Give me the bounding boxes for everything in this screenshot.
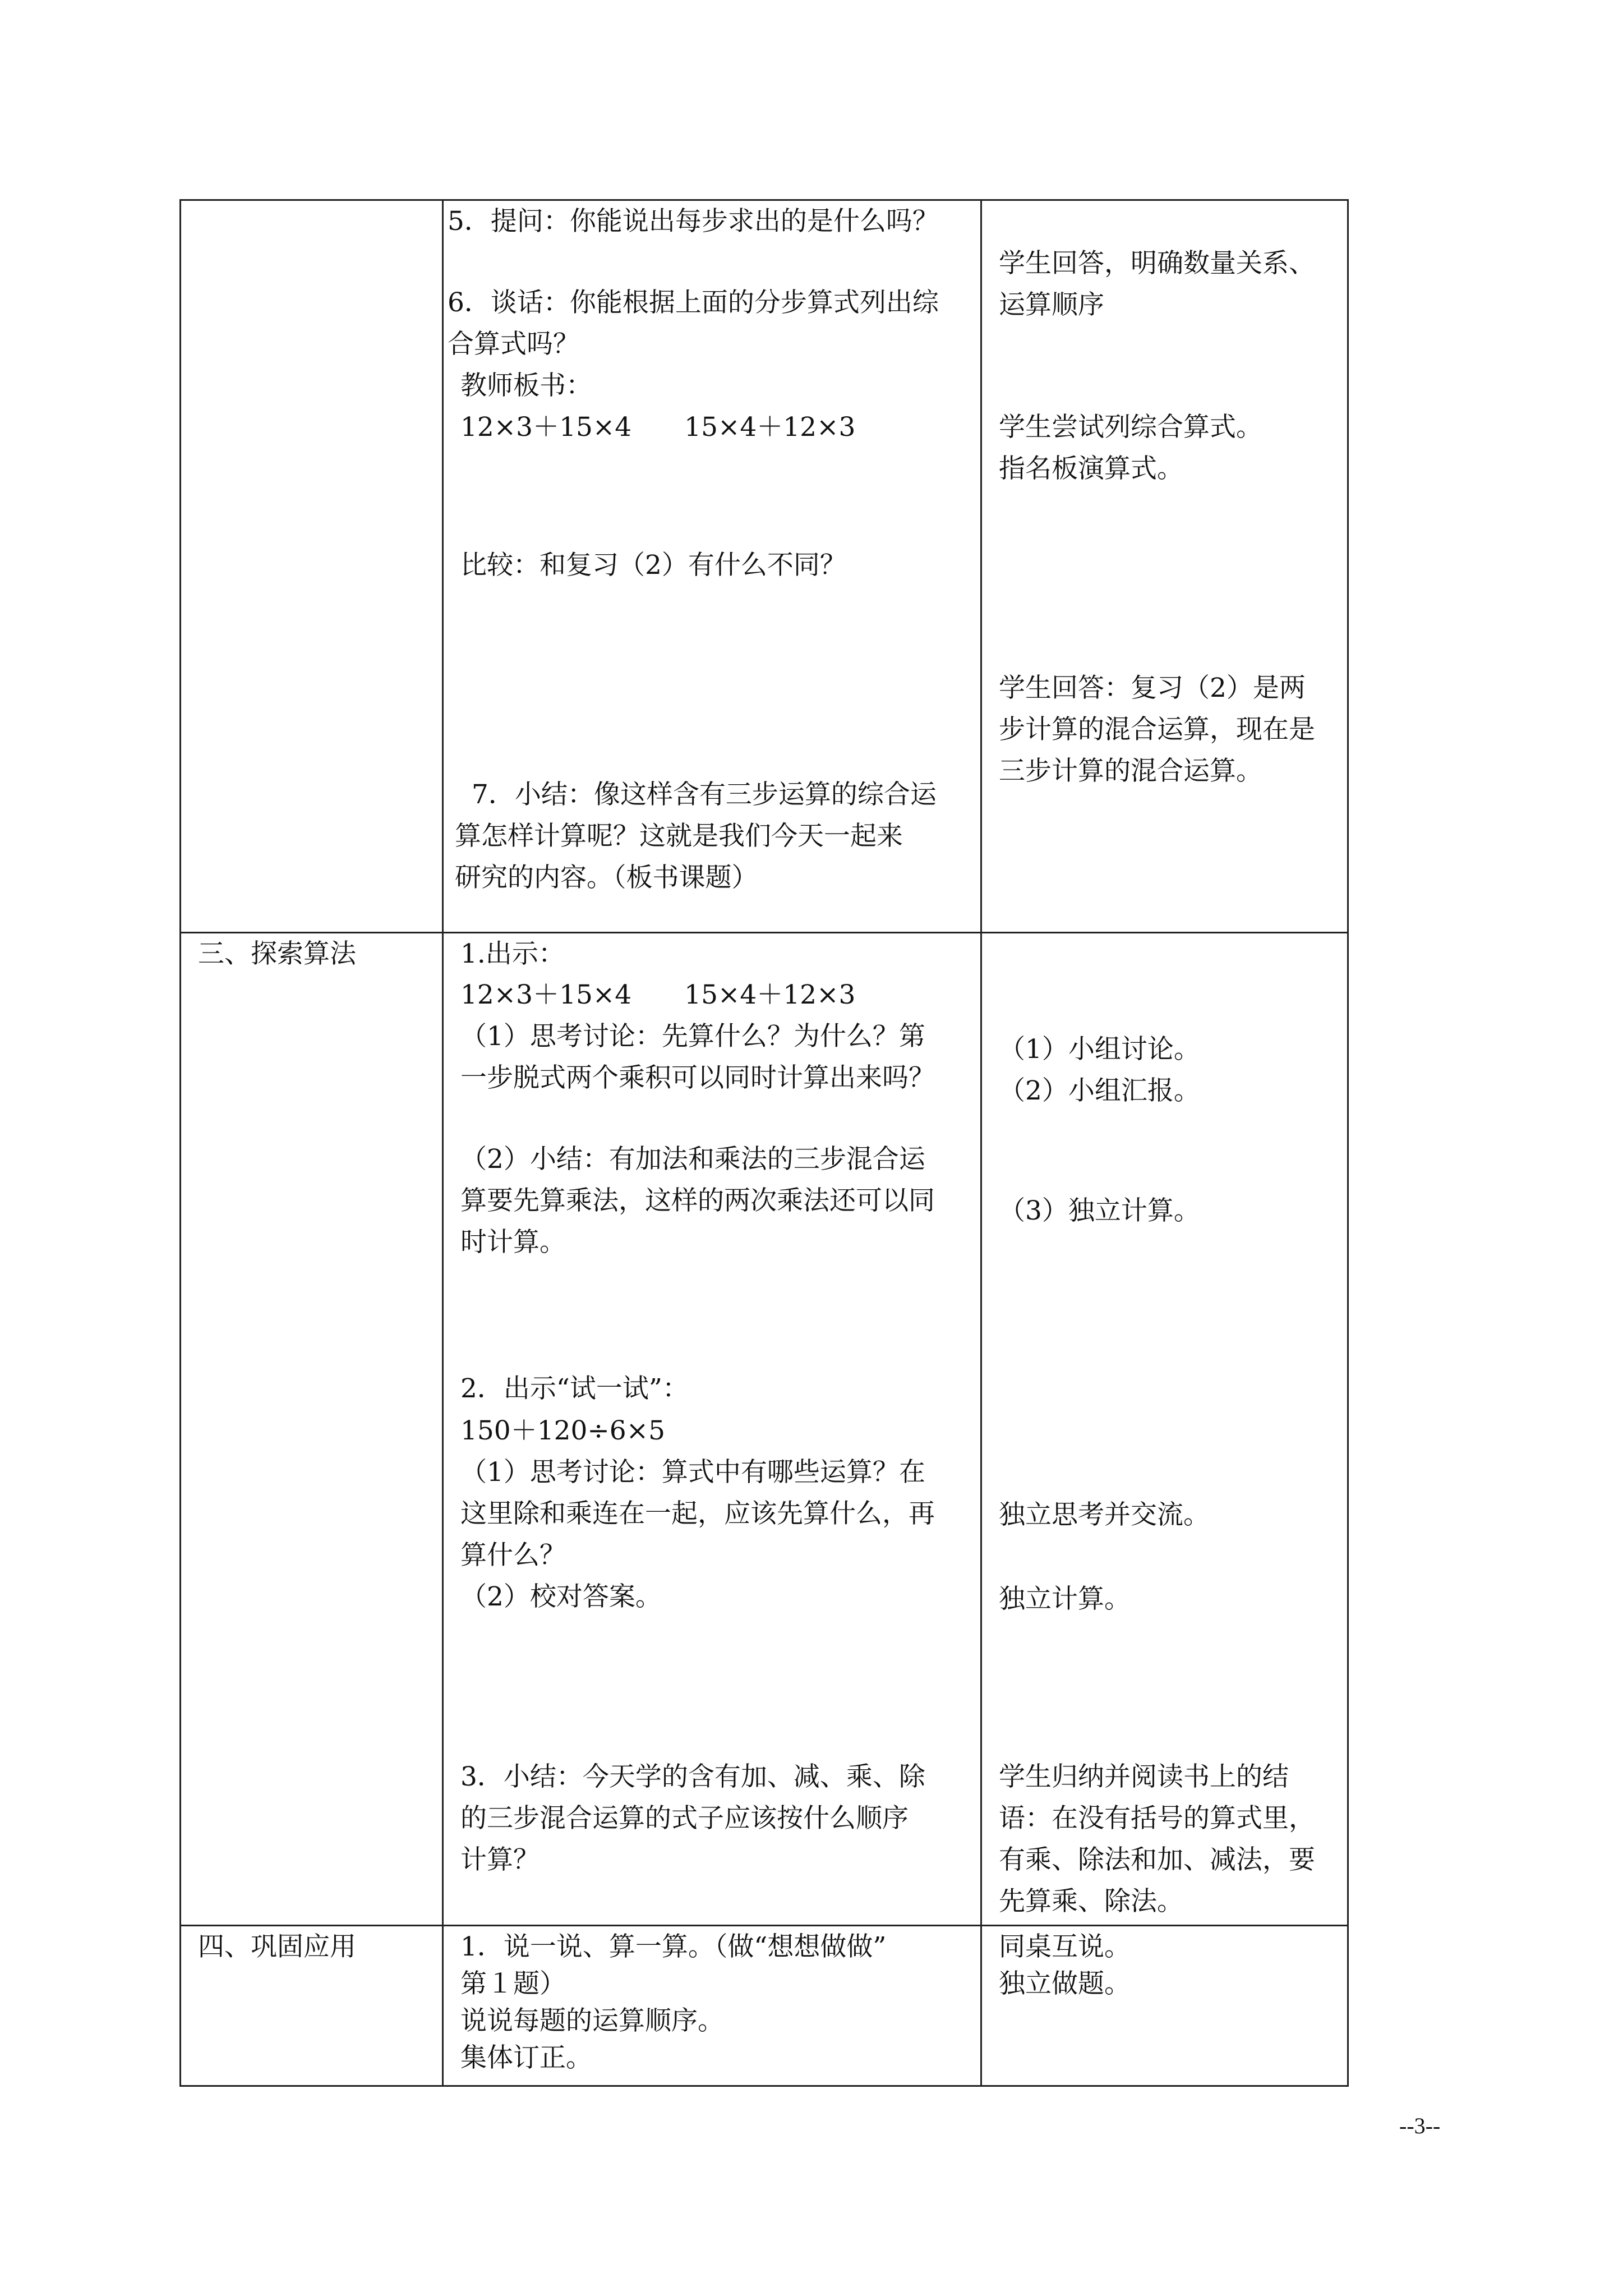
student-line: 先算乘、除法。 bbox=[999, 1886, 1183, 1917]
table-row bbox=[181, 1925, 1347, 2085]
student-activity-cell bbox=[980, 1926, 1347, 2085]
teacher-line: 7．小结：像这样含有三步运算的综合运 bbox=[472, 779, 937, 810]
teacher-line: 5．提问：你能说出每步求出的是什么吗？ bbox=[448, 206, 939, 237]
teacher-line: 算什么？ bbox=[460, 1540, 566, 1571]
student-line: 运算顺序 bbox=[999, 289, 1104, 320]
teacher-line: 第１题） bbox=[460, 1968, 566, 1999]
page-number: --3-- bbox=[1399, 2113, 1441, 2138]
student-activity-cell bbox=[980, 933, 1347, 1925]
student-line: 三步计算的混合运算。 bbox=[999, 756, 1262, 786]
teacher-line: （2）小结：有加法和乘法的三步混合运 bbox=[460, 1144, 925, 1175]
teacher-line: 集体订正。 bbox=[460, 2042, 592, 2073]
student-line: 学生回答，明确数量关系、 bbox=[999, 248, 1315, 279]
teacher-formula: 150＋120÷6×5 bbox=[460, 1415, 665, 1446]
board-formula: 12×3＋15×4 15×4＋12×3 bbox=[460, 412, 856, 443]
teacher-line: 一步脱式两个乘积可以同时计算出来吗？ bbox=[460, 1062, 935, 1093]
teacher-line: （1）思考讨论：算式中有哪些运算？在 bbox=[460, 1457, 925, 1488]
student-line: 语：在没有括号的算式里， bbox=[999, 1803, 1315, 1834]
student-line: 同桌互说。 bbox=[999, 1931, 1131, 1962]
student-activity-cell bbox=[980, 201, 1347, 932]
teacher-line: 这里除和乘连在一起，应该先算什么，再 bbox=[460, 1498, 935, 1529]
teacher-line: 教师板书： bbox=[460, 370, 592, 401]
teacher-line: 2．出示“试一试”： bbox=[460, 1373, 689, 1404]
teacher-line: 3．小结：今天学的含有加、减、乘、除 bbox=[460, 1761, 925, 1792]
teacher-line: 1．说一说、算一算。（做“想想做做” bbox=[460, 1931, 887, 1962]
student-line: 学生尝试列综合算式。 bbox=[999, 412, 1262, 443]
teacher-formula: 12×3＋15×4 15×4＋12×3 bbox=[460, 979, 856, 1010]
teacher-line: （2）校对答案。 bbox=[460, 1581, 662, 1612]
student-line: 步计算的混合运算，现在是 bbox=[999, 714, 1315, 745]
student-line: 独立思考并交流。 bbox=[999, 1499, 1210, 1530]
teacher-line: （1）思考讨论：先算什么？为什么？第 bbox=[460, 1021, 925, 1052]
stage-label: 四、巩固应用 bbox=[198, 1931, 356, 1962]
teacher-line: 6．谈话：你能根据上面的分步算式列出综 bbox=[448, 287, 939, 318]
teacher-line: 算怎样计算呢？这就是我们今天一起来 bbox=[455, 821, 903, 852]
student-line: （1）小组讨论。 bbox=[999, 1034, 1200, 1065]
lesson-plan-table bbox=[179, 199, 1349, 2087]
table-row bbox=[181, 201, 1347, 932]
teacher-line: 时计算。 bbox=[460, 1227, 566, 1258]
student-line: 指名板演算式。 bbox=[999, 453, 1183, 484]
teacher-activity-cell bbox=[442, 933, 980, 1925]
student-line: （3）独立计算。 bbox=[999, 1195, 1200, 1226]
student-line: 独立做题。 bbox=[999, 1968, 1131, 1999]
stage-cell bbox=[181, 933, 442, 1925]
teacher-line: 1.出示： bbox=[460, 938, 565, 969]
table-row bbox=[181, 932, 1347, 1925]
student-line: 独立计算。 bbox=[999, 1584, 1131, 1614]
student-line: 有乘、除法和加、减法，要 bbox=[999, 1844, 1315, 1875]
teacher-line: 合算式吗？ bbox=[448, 329, 579, 360]
teacher-line: 说说每题的运算顺序。 bbox=[460, 2005, 724, 2036]
teacher-activity-cell bbox=[442, 1926, 980, 2085]
stage-cell bbox=[181, 201, 442, 932]
stage-label: 三、探索算法 bbox=[198, 938, 356, 969]
teacher-line: 比较：和复习（2）有什么不同？ bbox=[460, 550, 846, 581]
student-line: （2）小组汇报。 bbox=[999, 1075, 1200, 1106]
teacher-line: 计算？ bbox=[460, 1844, 540, 1875]
teacher-line: 研究的内容。（板书课题） bbox=[455, 862, 758, 893]
student-line: 学生归纳并阅读书上的结 bbox=[999, 1761, 1289, 1792]
stage-cell bbox=[181, 1926, 442, 2085]
teacher-line: 的三步混合运算的式子应该按什么顺序 bbox=[460, 1803, 909, 1834]
teacher-activity-cell bbox=[442, 201, 980, 932]
teacher-line: 算要先算乘法，这样的两次乘法还可以同 bbox=[460, 1185, 935, 1216]
student-line: 学生回答：复习（2）是两 bbox=[999, 673, 1306, 703]
